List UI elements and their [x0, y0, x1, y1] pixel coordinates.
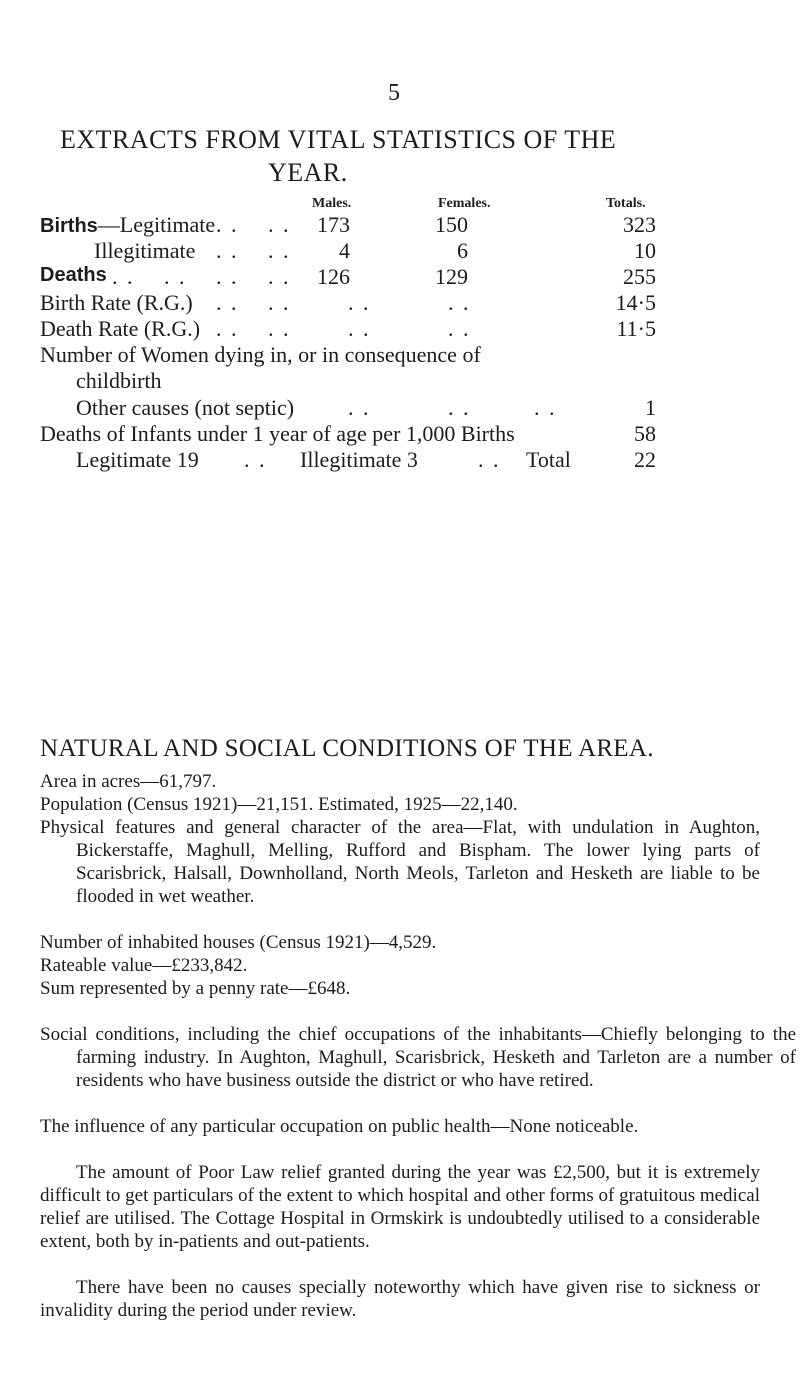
births-illegitimate-males: 4: [339, 238, 350, 263]
penny-rate-text: Sum represented by a penny rate—£648.: [40, 978, 351, 999]
births-label: Births: [40, 215, 98, 237]
deaths-label: Deaths: [40, 264, 107, 286]
deaths-females: 129: [435, 264, 468, 289]
poor-law-text: The amount of Poor Law relief granted during the year was £2,500, but it is extremely difficult to get particulars of the extent to which hospital and other forms of gratuitous medical relief are utilised. The Cottage Hospital in Ormskirk is undoubtedly utilised to a considerable extent, both by in-patients and out-patients.: [40, 1162, 760, 1252]
housing-paragraph: [40, 931, 760, 1000]
illegitimate-label: Illegitimate: [94, 238, 196, 263]
births-legitimate-females: 150: [435, 212, 468, 237]
birth-rate-label: Birth Rate (R.G.): [40, 290, 193, 315]
total-infant-value: 22: [634, 447, 656, 472]
rateable-value-text: Rateable value—£233,842.: [40, 955, 248, 976]
leader-dots: . .: [216, 264, 239, 289]
leader-dots: . .: [448, 316, 471, 341]
page-number: 5: [388, 80, 400, 106]
infant-deaths-value: 58: [634, 421, 656, 446]
death-rate-value: 11·5: [616, 316, 656, 341]
deaths-males: 126: [317, 264, 350, 289]
leader-dots: . .: [244, 447, 267, 472]
leader-dots: . .: [216, 238, 239, 263]
leader-dots: . .: [268, 290, 291, 315]
column-header-males: Males.: [312, 196, 352, 211]
other-causes-label: Other causes (not septic): [76, 395, 295, 420]
page-title-continued: YEAR.: [268, 158, 348, 187]
leader-dots: . .: [268, 264, 291, 289]
women-dying-label-continued: childbirth: [76, 368, 162, 393]
influence-text: The influence of any particular occupation on public health—None noticeable.: [40, 1116, 639, 1137]
births-legitimate-label: [40, 212, 215, 238]
legitimate-label: —Legitimate: [97, 212, 216, 237]
houses-text: Number of inhabited houses (Census 1921)—4,529.: [40, 932, 437, 953]
no-causes-text: There have been no causes specially noteworthy which have given rise to sickness or invalidity during the period under review.: [40, 1277, 760, 1321]
social-conditions-text: Social conditions, including the chief occupations of the inhabitants—Chiefly belonging to the farming industry. In Aughton, Maghull, Scarisbrick, Hesketh and Tarleton are a number of residents who have business outside the district or who have retired.: [40, 1024, 796, 1091]
infant-deaths-label: Deaths of Infants under 1 year of age per 1,000 Births: [40, 421, 515, 446]
area-text: Area in acres—61,797.: [40, 771, 217, 792]
leader-dots: . .: [216, 290, 239, 315]
births-legitimate-totals: 323: [623, 212, 656, 237]
column-header-females: Females.: [438, 196, 491, 211]
page-title: EXTRACTS FROM VITAL STATISTICS OF THE: [60, 125, 617, 154]
leader-dots: . .: [164, 264, 187, 289]
deaths-totals: 255: [623, 264, 656, 289]
leader-dots: . .: [348, 395, 371, 420]
leader-dots: . .: [216, 316, 239, 341]
column-header-totals: Totals.: [606, 196, 646, 211]
leader-dots: . .: [268, 316, 291, 341]
leader-dots: . .: [534, 395, 557, 420]
physical-features-text: Physical features and general character of the area—Flat, with undulation in Aughton, Bickerstaffe, Maghull, Melling, Rufford and Bispham. The lower lying parts of Scarisbrick, Halsall, Downholland, North Meols, Tarleton and Hesketh are liable to be flooded in wet weather.: [40, 817, 760, 907]
leader-dots: . .: [348, 290, 371, 315]
other-causes-value: 1: [645, 395, 656, 420]
leader-dots: . .: [478, 447, 501, 472]
births-illegitimate-totals: 10: [634, 238, 656, 263]
births-legitimate-males: 173: [317, 212, 350, 237]
birth-rate-value: 14·5: [615, 290, 656, 315]
leader-dots: . .: [268, 238, 291, 263]
women-dying-label: Number of Women dying in, or in consequence of: [40, 342, 481, 367]
leader-dots: . .: [448, 290, 471, 315]
legitimate-infant-deaths: Legitimate 19: [76, 447, 199, 472]
leader-dots: . .: [216, 212, 239, 237]
leader-dots: . .: [448, 395, 471, 420]
leader-dots: . .: [268, 212, 291, 237]
population-text: Population (Census 1921)—21,151. Estimated, 1925—22,140.: [40, 794, 518, 815]
births-illegitimate-females: 6: [457, 238, 468, 263]
illegitimate-infant-deaths: Illegitimate 3: [300, 447, 418, 472]
section-heading: NATURAL AND SOCIAL CONDITIONS OF THE AREA.: [40, 735, 654, 762]
leader-dots: . .: [112, 264, 135, 289]
leader-dots: . .: [348, 316, 371, 341]
total-infant-label: Total: [526, 447, 571, 472]
area-paragraph: [40, 770, 760, 908]
death-rate-label: Death Rate (R.G.): [40, 316, 201, 341]
